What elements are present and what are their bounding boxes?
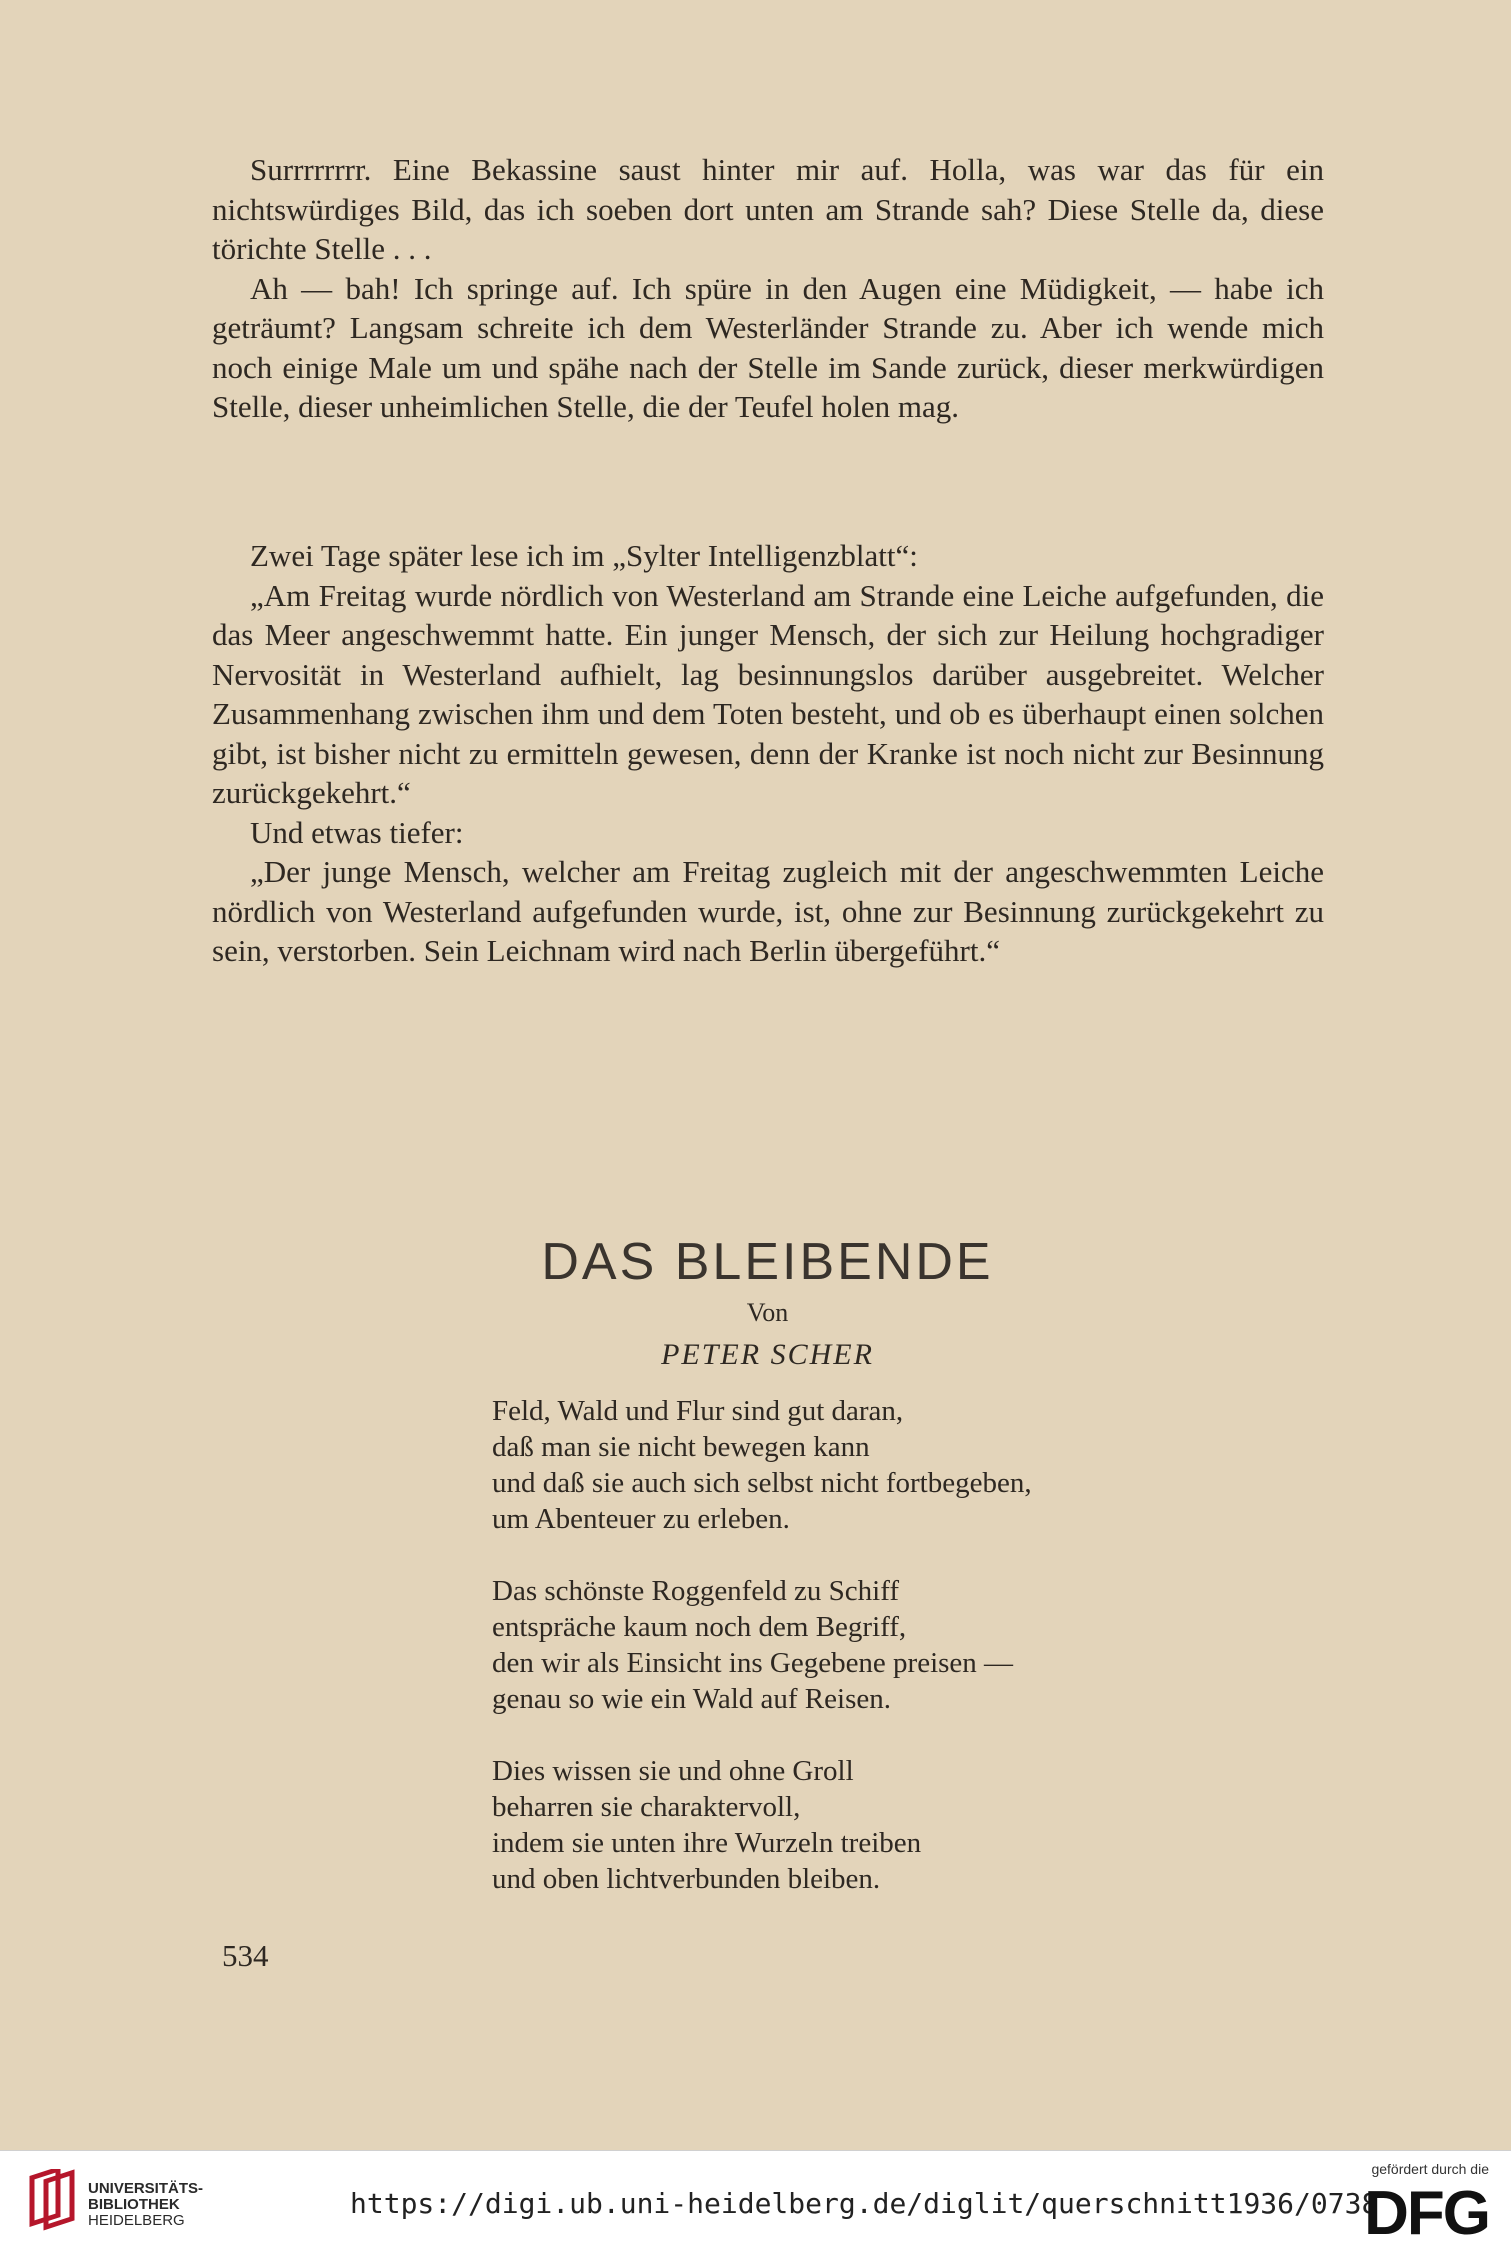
section-title: DAS BLEIBENDE [541,1233,994,1291]
poem-line: entspräche kaum noch dem Begriff, [492,1611,907,1643]
poem-line: um Abenteuer zu erleben. [492,1503,790,1535]
poem-line: Das schönste Roggenfeld zu Schiff [492,1575,899,1607]
poem-line: indem sie unten ihre Wurzeln treiben [492,1827,922,1859]
poem [492,1393,1032,1933]
paragraph: Und etwas tiefer: [250,814,464,850]
poem-line: daß man sie nicht bewegen kann [492,1431,870,1463]
permalink-url[interactable]: https://digi.ub.uni-heidelberg.de/diglit/querschnitt1936/0738 [350,2187,1379,2220]
library-name [88,2181,203,2229]
poem-line: Dies wissen sie und ohne Groll [492,1755,854,1787]
library-name-line: BIBLIOTHEK [88,2196,180,2213]
university-library-logo-icon[interactable] [28,2169,80,2239]
byline: Von [746,1298,789,1327]
poem-line: und daß sie auch sich selbst nicht fortbegeben, [492,1467,1032,1499]
viewer-footer [0,2150,1511,2259]
poem-line: genau so wie ein Wald auf Reisen. [492,1683,891,1715]
poem-stanza [492,1393,1032,1537]
dfg-logo[interactable]: DFG [1364,2179,1489,2248]
paragraph: Zwei Tage später lese ich im „Sylter Intelligenzblatt“: [250,538,918,573]
paragraph: „Am Freitag wurde nördlich von Westerland am Strande eine Leiche aufgefunden, die das Meer angeschwemmt hatte. Ein junger Mensch, der sich zur Heilung hochgradiger Nervosität in Westerland aufhielt, lag besinnungslos darüber ausgebreitet. Welcher Zusammenhang zwischen ihm und dem Toten besteht, und ob es überhaupt einen solchen gibt, ist bisher nicht zu ermitteln gewesen, denn der Kranke ist noch nicht zur Besinnung zurückgekehrt.“ [212,577,1324,810]
prose-block-bottom [212,536,1324,971]
prose-block-top [212,150,1324,427]
poem-line: den wir als Einsicht ins Gegebene preisen — [492,1647,1014,1679]
page-number: 534 [222,1938,269,1973]
paragraph: „Der junge Mensch, welcher am Freitag zugleich mit der angeschwemmten Leiche nördlich von Westerland aufgefunden wurde, ist, ohne zur Besinnung zurückgekehrt zu sein, verstorben. Sein Leichnam wird nach Berlin übergeführt.“ [212,854,1324,968]
author-name: PETER SCHER [661,1338,874,1371]
library-name-line: HEIDELBERG [88,2212,185,2229]
poem-stanza [492,1753,1032,1897]
funding-note: gefördert durch die [1371,2161,1489,2177]
paragraph: Ah — bah! Ich springe auf. Ich spüre in den Augen eine Müdigkeit, — habe ich geträumt? Langsam schreite ich dem Westerländer Strande zu. Aber ich wende mich noch einige Male um und spähe nach der Stelle im Sande zurück, dieser merkwürdigen Stelle, dieser unheimlichen Stelle, die der Teufel holen mag. [212,270,1324,424]
poem-line: beharren sie charaktervoll, [492,1791,801,1823]
poem-line: Feld, Wald und Flur sind gut daran, [492,1395,904,1427]
paragraph: Surrrrrrrr. Eine Bekassine saust hinter mir auf. Holla, was war das für ein nichtswürdiges Bild, das ich soeben dort unten am Strande sah? Diese Stelle da, diese törichte Stelle . . . [212,152,1324,266]
library-name-line: UNIVERSITÄTS- [88,2180,204,2197]
poem-stanza [492,1573,1032,1717]
poem-line: und oben lichtverbunden bleiben. [492,1863,881,1895]
